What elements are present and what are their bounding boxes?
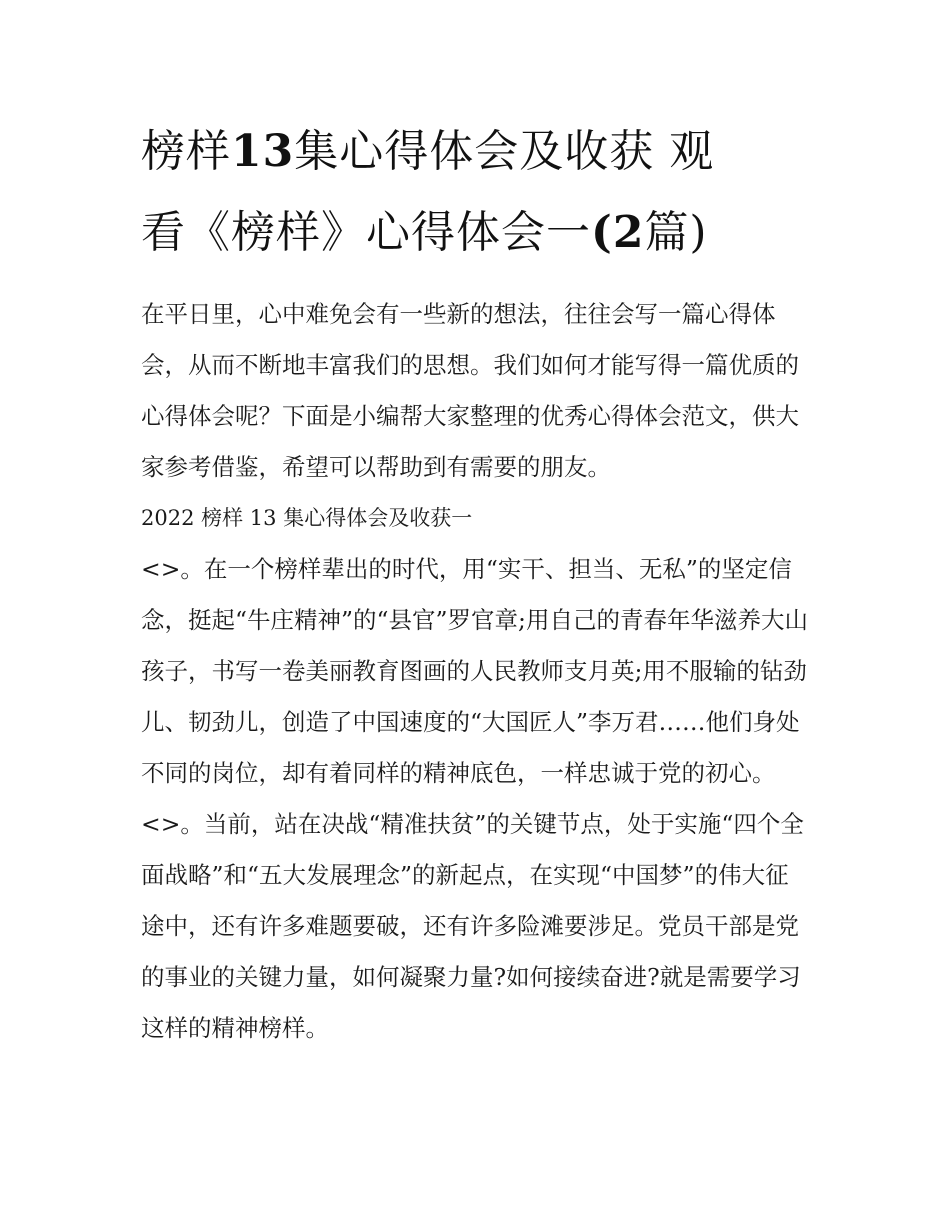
document-body bbox=[141, 112, 811, 1054]
title-text: 看《榜样》心得体会一 bbox=[141, 206, 591, 258]
title-text: 集心得体会及收获 观 bbox=[294, 126, 715, 177]
document-title bbox=[141, 112, 811, 273]
section-heading: 2022 榜样 13 集心得体会及收获一 bbox=[141, 506, 473, 531]
title-text: 榜样 bbox=[141, 126, 231, 177]
body-paragraph: <>。在一个榜样辈出的时代，用“实干、担当、无私”的坚定信念，挺起“牛庄精神”的“县官”罗官章;用自己的青春年华滋养大山孩子，书写一卷美丽教育图画的人民教师支月英;用不服输的钻劲儿、韧劲儿，创造了中国速度的“大国匠人”李万君……他们身处不同的岗位，却有着同样的精神底色，一样忠诚于党的初心。 bbox=[141, 555, 808, 788]
title-number: 13 bbox=[231, 126, 295, 177]
intro-paragraph: 在平日里，心中难免会有一些新的想法，往往会写一篇心得体会，从而不断地丰富我们的思想。我们如何才能写得一篇优质的心得体会呢？下面是小编帮大家整理的优秀心得体会范文，供大家参考借鉴，希望可以帮助到有需要的朋友。 bbox=[141, 300, 799, 482]
body-paragraph: <>。当前，站在决战“精准扶贫”的关键节点，处于实施“四个全面战略”和“五大发展理念”的新起点，在实现“中国梦”的伟大征途中，还有许多难题要破，还有许多险滩要涉足。党员干部是党的事业的关键力量，如何凝聚力量?如何接续奋进?就是需要学习这样的精神榜样。 bbox=[141, 810, 804, 1043]
title-number: (2 bbox=[591, 206, 645, 258]
title-text: 篇) bbox=[644, 206, 708, 258]
